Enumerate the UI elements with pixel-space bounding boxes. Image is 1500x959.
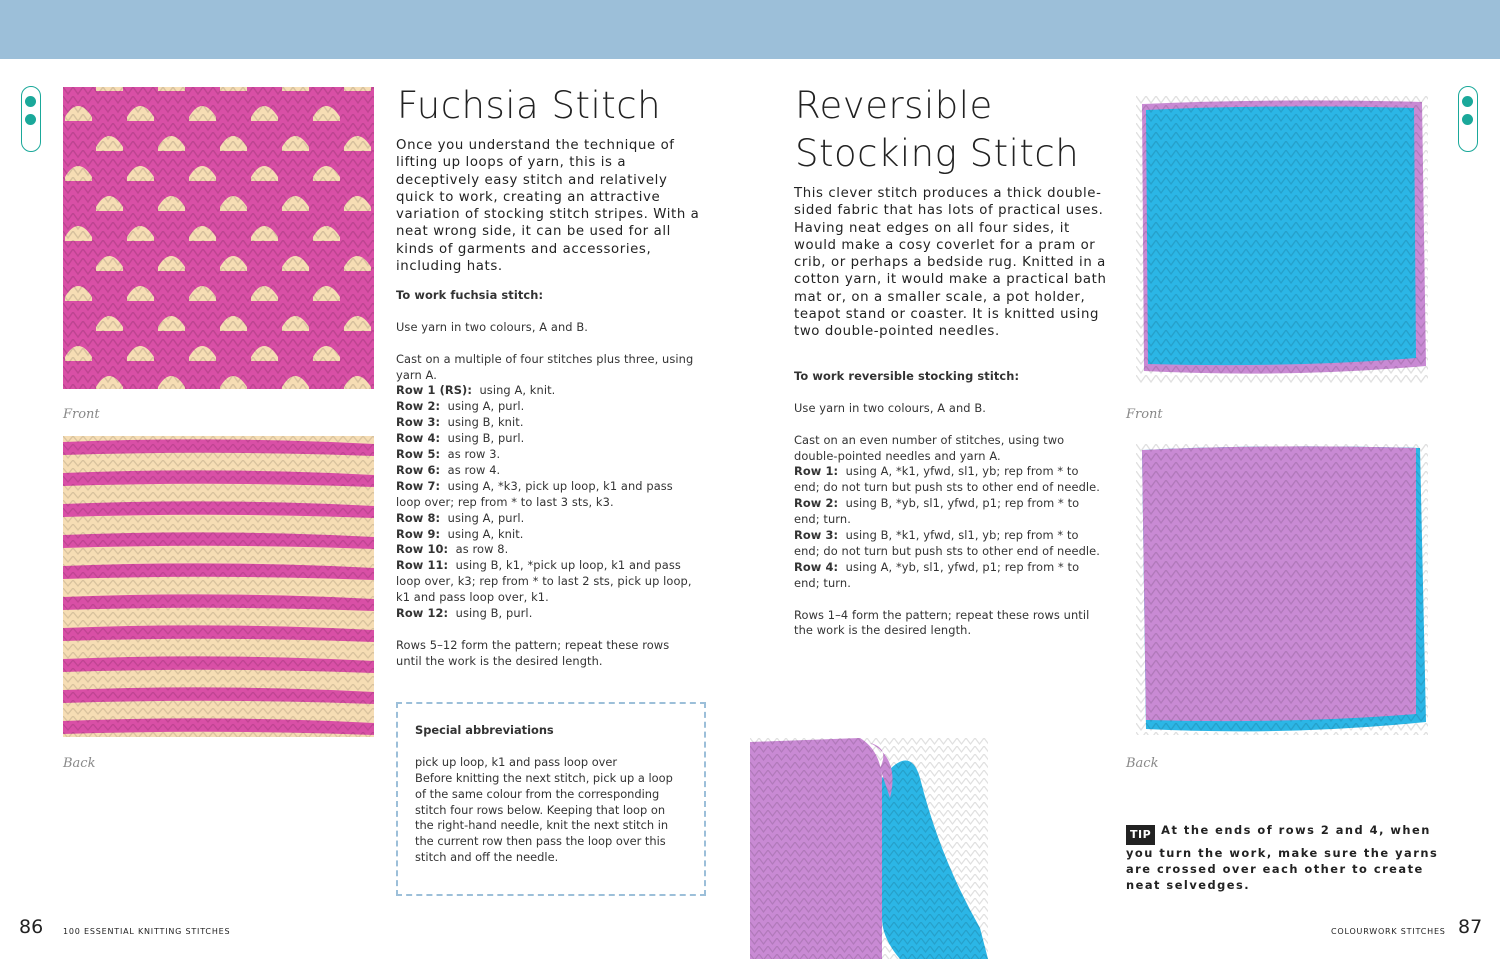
cast-on-note: Cast on an even number of stitches, using two double-pointed needles and yarn A.: [794, 432, 1065, 463]
tip-badge: TIP: [1126, 825, 1155, 845]
pattern-repeat-note: Rows 5–12 form the pattern; repeat these rows until the work is the desired length.: [396, 637, 670, 668]
pattern-repeat-note: Rows 1–4 form the pattern; repeat these rows until the work is the desired length.: [794, 607, 1090, 638]
section-tab-left: [21, 86, 41, 152]
yarn-note: Use yarn in two colours, A and B.: [396, 319, 588, 334]
caption-back-left: Back: [63, 756, 96, 771]
cast-on-note: Cast on a multiple of four stitches plus three, using yarn A.: [396, 351, 694, 382]
tip-text: At the ends of rows 2 and 4, when you turn the work, make sure the yarns are crossed over each other to create neat selvedges.: [1126, 823, 1439, 892]
row-instruction: Row 1: using A, *k1, yfwd, sl1, yb; rep from * to end; do not turn but push sts to other end of needle.: [794, 464, 1100, 495]
row-instruction: Row 7: using A, *k3, pick up loop, k1 and pass loop over; rep from * to last 3 sts, k3.: [396, 478, 673, 509]
instructions-reversible: [794, 369, 1106, 639]
page-number-right: 87: [1458, 916, 1483, 938]
row-instruction: Row 8: using A, purl.: [396, 510, 525, 525]
row-instruction: Row 11: using B, k1, *pick up loop, k1 and pass loop over, k3; rep from * to last 2 sts, pick up loop, k1 and pass loop over, k1.: [396, 558, 692, 605]
yarn-note: Use yarn in two colours, A and B.: [794, 400, 986, 415]
running-head-right: COLOURWORK STITCHES: [1331, 927, 1446, 936]
page-number-left: 86: [19, 916, 44, 938]
tab-dot-icon: [1462, 96, 1473, 107]
subhead-fuchsia: To work fuchsia stitch:: [396, 288, 544, 302]
row-instruction: Row 5: as row 3.: [396, 447, 501, 462]
reversible-back-swatch-image: [1136, 444, 1428, 735]
section-tab-right: [1458, 86, 1478, 152]
tab-dot-icon: [25, 96, 36, 107]
abbreviations-heading: Special abbreviations: [415, 723, 554, 737]
page-title-reversible: Reversible Stocking Stitch: [795, 84, 1080, 175]
row-instruction: Row 3: using B, *k1, yfwd, sl1, yb; rep from * to end; do not turn but push sts to other end of needle.: [794, 528, 1100, 558]
tab-dot-icon: [1462, 114, 1473, 125]
intro-fuchsia: Once you understand the technique of lifting up loops of yarn, this is a deceptively easy stitch and relatively quick to work, creating an attractive variation of stocking stitch stripes. With a neat wrong side, it can be used for all kinds of garments and accessories, including hats.: [396, 138, 700, 275]
row-instruction: Row 1 (RS): using A, knit.: [396, 383, 556, 398]
row-instruction: Row 6: as row 4.: [396, 462, 501, 477]
tip-box: [1126, 822, 1446, 893]
fuchsia-back-swatch-image: [63, 436, 374, 737]
instructions-fuchsia: [396, 288, 698, 670]
caption-back-right: Back: [1126, 756, 1159, 771]
row-instruction: Row 2: using A, purl.: [396, 399, 525, 414]
row-instruction: Row 3: using B, knit.: [396, 415, 524, 430]
page-title-fuchsia: Fuchsia Stitch: [397, 84, 662, 127]
row-instruction: Row 2: using B, *yb, sl1, yfwd, p1; rep from * to end; turn.: [794, 496, 1080, 527]
row-instruction: Row 9: using A, knit.: [396, 526, 524, 541]
header-band: [0, 0, 1500, 59]
caption-front-right: Front: [1126, 407, 1163, 422]
row-instruction: Row 12: using B, purl.: [396, 606, 533, 621]
row-instruction: Row 4: using B, purl.: [396, 431, 525, 446]
tab-dot-icon: [25, 114, 36, 125]
row-instruction: Row 4: using A, *yb, sl1, yfwd, p1; rep from * to end; turn.: [794, 559, 1080, 590]
fuchsia-front-swatch-image: [63, 87, 374, 389]
folded-swatch-image: [750, 738, 988, 959]
caption-front-left: Front: [63, 407, 100, 422]
abbreviation-term: pick up loop, k1 and pass loop over: [415, 754, 618, 769]
row-instruction: Row 10: as row 8.: [396, 542, 509, 557]
intro-reversible: This clever stitch produces a thick double-sided fabric that has lots of practical uses. Having neat edges on all four sides, it would make a cosy coverlet for a pram or crib, or perhaps a bedside rug. Knitted in a cotton yarn, it would make a practical bath mat or, on a smaller scale, a pot holder, teapot stand or coaster. It is knitted using two double-pointed needles.: [794, 186, 1107, 340]
abbreviation-definition: Before knitting the next stitch, pick up a loop of the same colour from the corresponding stitch four rows below. Keeping that loop on the right-hand needle, knit the next stitch in the current row then pass the loop over this stitch and off the needle.: [415, 770, 673, 865]
reversible-front-swatch-image: [1136, 96, 1428, 383]
subhead-reversible: To work reversible stocking stitch:: [794, 369, 1020, 383]
special-abbreviations-box: [396, 702, 706, 896]
running-head-left: 100 ESSENTIAL KNITTING STITCHES: [63, 927, 231, 936]
